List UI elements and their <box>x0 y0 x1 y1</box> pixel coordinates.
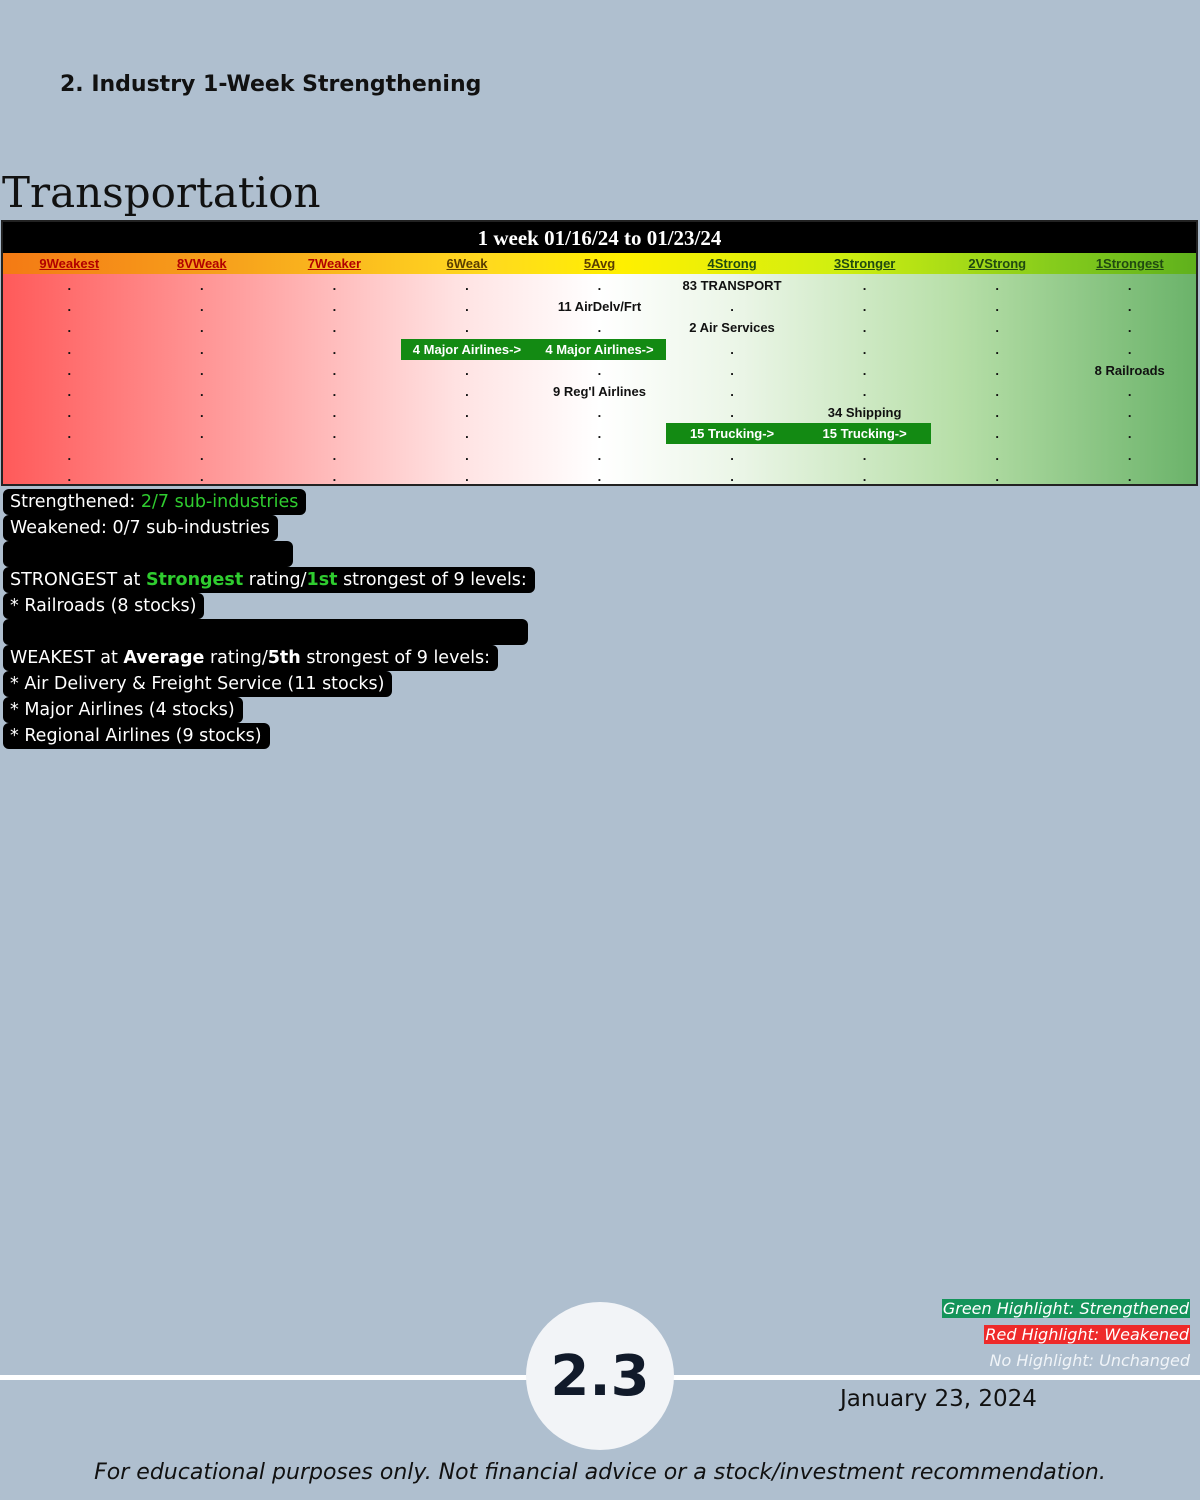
weakest-item <box>3 723 535 749</box>
grid-cell: 4 Major Airlines-> <box>533 339 666 360</box>
grid-cell: . <box>995 468 999 484</box>
grid-cell: . <box>597 426 602 442</box>
grid-cell: 2 Air Services <box>689 320 775 336</box>
grid-cell: . <box>465 405 469 421</box>
strongest-mid: rating/ <box>243 570 307 590</box>
column-header-row <box>3 253 1196 274</box>
grid-cell: . <box>995 320 999 336</box>
grid-cell: . <box>465 426 469 442</box>
grid-cell: . <box>995 426 999 442</box>
grid-cell: . <box>332 299 337 315</box>
grid-cell: . <box>200 320 204 336</box>
grid-cell: . <box>730 468 734 484</box>
report-date: January 23, 2024 <box>840 1386 1037 1412</box>
section-label: 2. Industry 1-Week Strengthening <box>60 72 482 97</box>
grid-cell: 11 AirDelv/Frt <box>557 299 642 315</box>
grid-cell: 15 Trucking-> <box>666 423 799 444</box>
spacer <box>3 541 535 567</box>
grid-cell: . <box>200 362 204 378</box>
grid-cell: . <box>67 341 72 357</box>
grid-cell: . <box>67 447 72 463</box>
grid-cell: . <box>465 299 469 315</box>
grid-cell: . <box>862 320 867 336</box>
column-header: 4Strong <box>707 256 757 271</box>
grid-cell: 9 Reg'l Airlines <box>553 384 646 399</box>
grid-cell: . <box>730 341 734 357</box>
grid-cell: . <box>200 405 204 421</box>
strongest-line <box>3 567 535 593</box>
grid-cell: . <box>862 447 867 463</box>
weakened-label: Weakened: 0/7 sub-industries <box>3 515 278 541</box>
legend-green: Green Highlight: Strengthened <box>942 1299 1189 1318</box>
weakest-line <box>3 645 535 671</box>
grid-cell: . <box>332 278 337 293</box>
grid-cell: . <box>1127 405 1132 421</box>
grid-cell: . <box>995 447 999 463</box>
grid-cell: . <box>862 468 867 484</box>
strongest-item-text: * Railroads (8 stocks) <box>3 593 204 619</box>
disclaimer: For educational purposes only. Not financial advice or a stock/investment recommendation. <box>94 1460 1106 1485</box>
table-header: 1 week 01/16/24 to 01/23/24 <box>3 222 1196 253</box>
grid-cell: . <box>67 384 72 399</box>
grid-cell: . <box>332 447 337 463</box>
grid-cell: . <box>67 426 72 442</box>
grid-cell: . <box>862 299 867 315</box>
grid-cell: . <box>465 468 469 484</box>
grid-cell: . <box>597 362 602 378</box>
grid-cell: . <box>1127 341 1132 357</box>
grid-cell: . <box>200 278 204 293</box>
grid-cell: . <box>730 362 734 378</box>
grid-cell: . <box>67 278 72 293</box>
grid-cell: . <box>862 341 867 357</box>
grid-cell: . <box>862 384 867 399</box>
grid-cell: . <box>200 341 204 357</box>
legend-none: No Highlight: Unchanged <box>989 1351 1190 1370</box>
page-number: 2.3 <box>550 1343 650 1409</box>
strongest-item <box>3 593 535 619</box>
grid-cell: 4 Major Airlines-> <box>401 339 534 360</box>
grid-cell: . <box>465 278 469 293</box>
grid-body <box>3 274 1196 484</box>
grid-cell: . <box>597 278 602 293</box>
grid-cell: . <box>200 447 204 463</box>
spacer <box>3 619 535 645</box>
weakest-item-text: * Regional Airlines (9 stocks) <box>3 723 270 749</box>
grid-cell: . <box>67 362 72 378</box>
grid-cell: . <box>862 278 867 293</box>
grid-cell: . <box>332 320 337 336</box>
strongest-rank: 1st <box>306 570 338 590</box>
grid-cell: . <box>67 320 72 336</box>
grid-cell: . <box>1127 299 1132 315</box>
column-header: 8VWeak <box>177 256 227 271</box>
grid-cell: . <box>67 299 72 315</box>
grid-cell: . <box>730 405 734 421</box>
highlight-legend <box>942 1296 1190 1374</box>
grid-cell: . <box>1127 384 1132 399</box>
weakest-rating: Average <box>123 648 205 668</box>
grid-cell: . <box>465 384 469 399</box>
strongest-rating: Strongest <box>145 570 244 590</box>
grid-cell: . <box>67 468 72 484</box>
grid-cell: . <box>597 447 602 463</box>
legend-red: Red Highlight: Weakened <box>985 1325 1189 1344</box>
weakest-item-text: * Major Airlines (4 stocks) <box>3 697 243 723</box>
column-header: 3Stronger <box>833 256 896 271</box>
grid-cell: . <box>1127 278 1132 293</box>
grid-cell: . <box>465 447 469 463</box>
grid-cell: . <box>465 320 469 336</box>
grid-cell: . <box>200 468 204 484</box>
strongest-suffix: strongest of 9 levels: <box>337 570 527 590</box>
strengthened-line <box>3 489 535 515</box>
grid-cell: 34 Shipping <box>827 405 902 421</box>
grid-cell: . <box>200 426 204 442</box>
column-header: 1Strongest <box>1095 256 1164 271</box>
grid-cell: . <box>332 426 337 442</box>
industry-title: Transportation <box>2 168 321 217</box>
grid-cell: . <box>862 362 867 378</box>
grid-cell: . <box>465 362 469 378</box>
summary-panel <box>3 489 535 749</box>
grid-cell: . <box>332 405 337 421</box>
weakest-item-text: * Air Delivery & Freight Service (11 stocks) <box>3 671 392 697</box>
grid-cell: . <box>1127 468 1132 484</box>
column-header: 5Avg <box>583 256 616 271</box>
grid-cell: 8 Railroads <box>1094 362 1165 378</box>
grid-cell: . <box>995 384 999 399</box>
grid-cell: . <box>597 468 602 484</box>
grid-cell: . <box>730 384 734 399</box>
grid-cell: . <box>730 447 734 463</box>
grid-cell: . <box>1127 320 1132 336</box>
grid-cell: . <box>67 405 72 421</box>
weakest-mid: rating/ <box>204 648 268 668</box>
grid-cell: . <box>597 320 602 336</box>
grid-cell: . <box>730 299 734 315</box>
grid-cell: 15 Trucking-> <box>798 423 931 444</box>
strengthened-label: Strengthened: <box>10 492 141 512</box>
grid-cell: . <box>995 299 999 315</box>
page-number-badge <box>526 1302 674 1450</box>
strengthened-value: 2/7 sub-industries <box>140 492 299 512</box>
grid-cell: . <box>332 384 337 399</box>
grid-cell: . <box>1127 426 1132 442</box>
grid-cell: . <box>332 468 337 484</box>
weakest-item <box>3 697 535 723</box>
grid-cell: . <box>597 405 602 421</box>
weakest-rank: 5th <box>267 648 301 668</box>
grid-cell: . <box>995 341 999 357</box>
grid-cell: . <box>995 405 999 421</box>
grid-cell: . <box>332 362 337 378</box>
strongest-prefix: STRONGEST at <box>10 570 146 590</box>
grid-cell: 83 TRANSPORT <box>682 278 782 293</box>
column-header: 7Weaker <box>307 256 362 271</box>
grid-cell: . <box>332 341 337 357</box>
grid-cell: . <box>995 362 999 378</box>
weakest-suffix: strongest of 9 levels: <box>300 648 491 668</box>
grid-cell: . <box>1127 447 1132 463</box>
grid-cell: . <box>200 384 204 399</box>
weakest-prefix: WEAKEST at <box>10 648 124 668</box>
weakened-line <box>3 515 535 541</box>
column-header: 9Weakest <box>39 256 100 271</box>
column-header: 2VStrong <box>968 256 1027 271</box>
grid-cell: . <box>200 299 204 315</box>
weakest-item <box>3 671 535 697</box>
ratings-table <box>1 220 1198 486</box>
column-header: 6Weak <box>446 256 488 271</box>
grid-cell: . <box>995 278 999 293</box>
